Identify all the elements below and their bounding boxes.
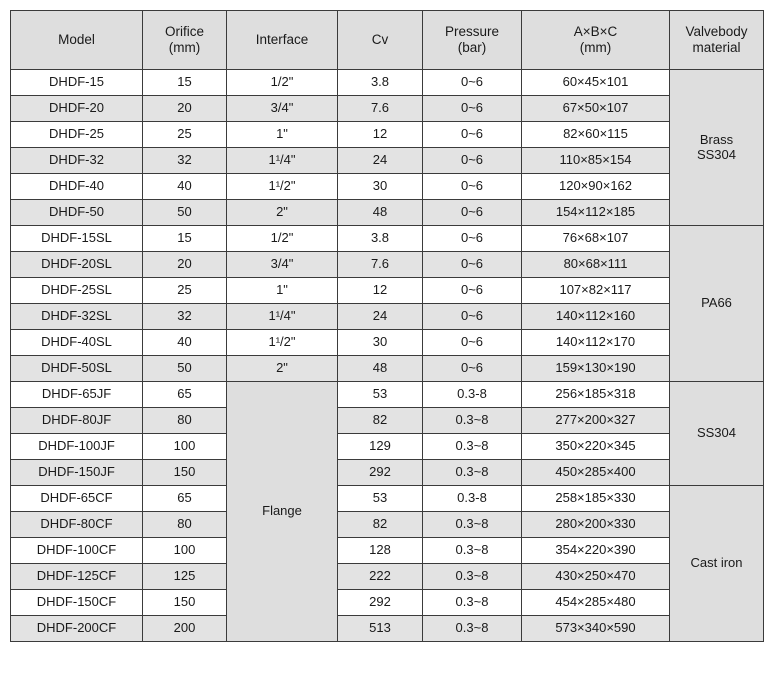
table-row [11,564,764,590]
cell-pressure: 0~6 [423,330,522,356]
cell-pressure: 0.3~8 [423,590,522,616]
table-row [11,70,764,96]
header-line1: Cv [371,32,389,48]
cell-pressure: 0~6 [423,356,522,382]
cell-interface-group: Flange [227,382,338,642]
cell-dimensions: 454×285×480 [522,590,670,616]
material-line1: SS304 [696,425,737,441]
cell-model: DHDF-150JF [11,460,143,486]
cell-orifice: 65 [143,382,227,408]
cell-cv: 222 [338,564,423,590]
cell-interface: 2" [227,200,338,226]
cell-dimensions: 354×220×390 [522,538,670,564]
cell-dimensions: 430×250×470 [522,564,670,590]
cell-pressure: 0.3~8 [423,460,522,486]
cell-cv: 53 [338,382,423,408]
cell-cv: 82 [338,408,423,434]
cell-model: DHDF-15SL [11,226,143,252]
cell-pressure: 0~6 [423,148,522,174]
header-line2: (bar) [457,40,487,55]
cell-model: DHDF-65JF [11,382,143,408]
cell-orifice: 200 [143,616,227,642]
cell-material-group [670,486,764,642]
cell-cv: 48 [338,200,423,226]
cell-model: DHDF-40SL [11,330,143,356]
cell-pressure: 0~6 [423,96,522,122]
table-row [11,304,764,330]
cell-orifice: 80 [143,512,227,538]
cell-cv: 129 [338,434,423,460]
cell-cv: 82 [338,512,423,538]
cell-cv: 3.8 [338,70,423,96]
cell-model: DHDF-25 [11,122,143,148]
cell-interface: 1¹/4" [227,148,338,174]
valve-specification-table [10,10,764,642]
cell-dimensions: 120×90×162 [522,174,670,200]
table-row [11,122,764,148]
table-row [11,434,764,460]
table-row [11,226,764,252]
cell-dimensions: 154×112×185 [522,200,670,226]
cell-model: DHDF-20SL [11,252,143,278]
cell-orifice: 125 [143,564,227,590]
cell-dimensions: 140×112×170 [522,330,670,356]
cell-cv: 7.6 [338,252,423,278]
cell-interface: 1/2" [227,226,338,252]
material-line1: Cast iron [690,555,743,571]
cell-model: DHDF-15 [11,70,143,96]
cell-cv: 3.8 [338,226,423,252]
header-line1: Orifice [164,24,204,40]
table-row [11,590,764,616]
material-line1: PA66 [701,295,732,311]
cell-model: DHDF-80JF [11,408,143,434]
cell-orifice: 100 [143,434,227,460]
column-header-interface [227,11,338,70]
cell-dimensions: 277×200×327 [522,408,670,434]
cell-pressure: 0~6 [423,278,522,304]
cell-dimensions: 82×60×115 [522,122,670,148]
cell-interface: 1" [227,122,338,148]
cell-pressure: 0.3~8 [423,434,522,460]
cell-model: DHDF-100JF [11,434,143,460]
table-row [11,148,764,174]
cell-interface: 3/4" [227,252,338,278]
cell-pressure: 0~6 [423,122,522,148]
column-header-orifice [143,11,227,70]
cell-orifice: 40 [143,174,227,200]
cell-cv: 292 [338,590,423,616]
cell-model: DHDF-65CF [11,486,143,512]
cell-cv: 24 [338,148,423,174]
cell-material-group [670,226,764,382]
cell-orifice: 20 [143,96,227,122]
cell-orifice: 32 [143,148,227,174]
cell-dimensions: 258×185×330 [522,486,670,512]
cell-orifice: 65 [143,486,227,512]
cell-orifice: 150 [143,460,227,486]
table-row [11,512,764,538]
cell-pressure: 0.3~8 [423,616,522,642]
cell-cv: 292 [338,460,423,486]
cell-model: DHDF-80CF [11,512,143,538]
cell-model: DHDF-40 [11,174,143,200]
cell-interface: 1¹/2" [227,330,338,356]
table-row [11,460,764,486]
cell-material-group [670,70,764,226]
cell-orifice: 80 [143,408,227,434]
cell-dimensions: 573×340×590 [522,616,670,642]
cell-model: DHDF-100CF [11,538,143,564]
cell-orifice: 32 [143,304,227,330]
cell-dimensions: 350×220×345 [522,434,670,460]
header-line1: Pressure [444,24,500,40]
cell-pressure: 0~6 [423,304,522,330]
cell-pressure: 0.3~8 [423,538,522,564]
header-line1: Valvebody [685,24,748,40]
cell-material-group [670,382,764,486]
header-line2: (mm) [168,40,201,55]
cell-cv: 12 [338,122,423,148]
column-header-model [11,11,143,70]
cell-pressure: 0~6 [423,200,522,226]
cell-cv: 30 [338,174,423,200]
table-header [11,11,764,70]
header-line1: A×B×C [573,24,618,40]
table-row [11,616,764,642]
column-header-cv [338,11,423,70]
cell-model: DHDF-25SL [11,278,143,304]
cell-orifice: 50 [143,200,227,226]
cell-pressure: 0~6 [423,226,522,252]
table-row [11,408,764,434]
cell-orifice: 150 [143,590,227,616]
table-row [11,174,764,200]
cell-cv: 48 [338,356,423,382]
cell-dimensions: 256×185×318 [522,382,670,408]
cell-dimensions: 110×85×154 [522,148,670,174]
cell-dimensions: 107×82×117 [522,278,670,304]
cell-model: DHDF-200CF [11,616,143,642]
table-row [11,382,764,408]
column-header-dimensions [522,11,670,70]
cell-interface: 1/2" [227,70,338,96]
cell-model: DHDF-20 [11,96,143,122]
header-line2: (mm) [579,40,612,55]
cell-orifice: 15 [143,226,227,252]
cell-orifice: 20 [143,252,227,278]
table-row [11,278,764,304]
cell-pressure: 0.3-8 [423,382,522,408]
cell-dimensions: 450×285×400 [522,460,670,486]
cell-model: DHDF-50SL [11,356,143,382]
cell-interface: 1¹/4" [227,304,338,330]
cell-interface: 1¹/2" [227,174,338,200]
cell-pressure: 0~6 [423,252,522,278]
cell-model: DHDF-32 [11,148,143,174]
header-line1: Interface [255,32,309,48]
cell-dimensions: 140×112×160 [522,304,670,330]
table-row [11,486,764,512]
cell-interface: 2" [227,356,338,382]
column-header-pressure [423,11,522,70]
cell-dimensions: 60×45×101 [522,70,670,96]
cell-pressure: 0.3~8 [423,564,522,590]
cell-orifice: 100 [143,538,227,564]
cell-dimensions: 67×50×107 [522,96,670,122]
cell-cv: 30 [338,330,423,356]
table-body [11,70,764,642]
cell-orifice: 50 [143,356,227,382]
table-row [11,96,764,122]
cell-orifice: 15 [143,70,227,96]
material-line1: Brass [699,131,734,147]
cell-cv: 24 [338,304,423,330]
cell-pressure: 0.3~8 [423,512,522,538]
cell-cv: 513 [338,616,423,642]
cell-orifice: 25 [143,278,227,304]
cell-orifice: 40 [143,330,227,356]
cell-cv: 128 [338,538,423,564]
header-row [11,11,764,70]
cell-pressure: 0~6 [423,70,522,96]
table-row [11,330,764,356]
cell-dimensions: 80×68×111 [522,252,670,278]
cell-model: DHDF-125CF [11,564,143,590]
cell-model: DHDF-50 [11,200,143,226]
cell-orifice: 25 [143,122,227,148]
cell-dimensions: 76×68×107 [522,226,670,252]
cell-cv: 7.6 [338,96,423,122]
header-line2: material [692,40,741,55]
cell-pressure: 0.3-8 [423,486,522,512]
cell-cv: 12 [338,278,423,304]
header-line1: Model [58,32,95,48]
cell-dimensions: 159×130×190 [522,356,670,382]
cell-model: DHDF-32SL [11,304,143,330]
cell-cv: 53 [338,486,423,512]
cell-interface: 1" [227,278,338,304]
cell-dimensions: 280×200×330 [522,512,670,538]
cell-interface: 3/4" [227,96,338,122]
cell-pressure: 0~6 [423,174,522,200]
material-line2: SS304 [696,146,737,162]
table-row [11,356,764,382]
column-header-valvebody-material [670,11,764,70]
cell-model: DHDF-150CF [11,590,143,616]
cell-pressure: 0.3~8 [423,408,522,434]
table-row [11,252,764,278]
table-row [11,538,764,564]
table-row [11,200,764,226]
